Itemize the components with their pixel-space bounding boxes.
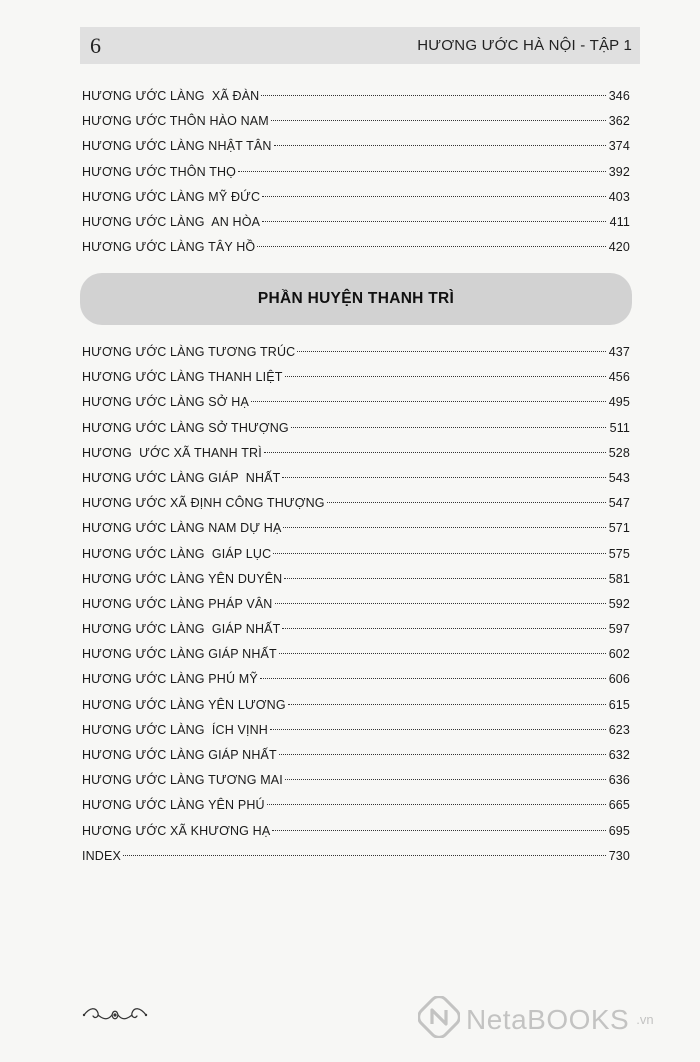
toc-entry-page: 392: [608, 164, 630, 179]
toc-entry-page: 374: [608, 139, 630, 154]
toc-entry[interactable]: [82, 109, 630, 134]
dot-leader: [267, 804, 606, 805]
toc-entry-title: HƯƠNG ƯỚC THÔN HÀO NAM: [82, 114, 269, 129]
toc-entry[interactable]: [82, 185, 630, 210]
toc-entry[interactable]: [82, 235, 630, 260]
dot-leader: [260, 678, 606, 679]
toc-entry-title: HƯƠNG ƯỚC LÀNG YÊN LƯƠNG: [82, 697, 286, 712]
toc-entry-page: 543: [608, 470, 630, 485]
toc-entry-page: 495: [608, 395, 630, 410]
toc-entry-title: HƯƠNG ƯỚC LÀNG NAM DỰ HẠ: [82, 521, 282, 536]
toc-entry[interactable]: [82, 592, 630, 617]
flourish-ornament-icon: [82, 1004, 148, 1031]
dot-leader: [262, 221, 606, 222]
toc-entry[interactable]: [82, 718, 630, 743]
toc-entry-title: HƯƠNG ƯỚC LÀNG XÃ ĐÀN: [82, 89, 260, 103]
dot-leader: [270, 729, 606, 730]
toc-entry-title: HƯƠNG ƯỚC XÃ KHƯƠNG HẠ: [82, 823, 271, 838]
dot-leader: [291, 427, 606, 428]
toc-entry[interactable]: [82, 466, 630, 491]
toc-entry-page: 632: [608, 748, 630, 762]
page-number: 6: [90, 32, 101, 58]
toc-entry[interactable]: [82, 793, 630, 818]
toc-entry-title: HƯƠNG ƯỚC LÀNG THANH LIỆT: [82, 370, 283, 385]
toc-entry[interactable]: [82, 844, 630, 869]
running-header: [80, 27, 640, 64]
dot-leader: [272, 830, 606, 831]
toc-entry-page: 456: [608, 370, 630, 385]
toc-entry-page: 606: [608, 672, 630, 687]
toc-entry-title: HƯƠNG ƯỚC LÀNG ÍCH VỊNH: [82, 722, 268, 737]
toc-entry-title: HƯƠNG ƯỚC LÀNG NHẬT TÂN: [82, 139, 272, 154]
dot-leader: [284, 578, 606, 579]
dot-leader: [257, 246, 606, 247]
watermark: [418, 996, 654, 1043]
toc-entry[interactable]: [82, 416, 630, 441]
toc-list-part1: [82, 84, 630, 260]
toc-entry-title: HƯƠNG ƯỚC LÀNG YÊN DUYÊN: [82, 571, 283, 586]
toc-entry-page: 602: [608, 647, 630, 662]
toc-entry[interactable]: [82, 617, 630, 642]
toc-entry[interactable]: [82, 743, 630, 768]
toc-entry-title: HƯƠNG ƯỚC LÀNG TƯƠNG TRÚC: [82, 345, 296, 359]
toc-entry-page: 665: [608, 798, 630, 813]
toc-entry-title: HƯƠNG ƯỚC LÀNG AN HÒA: [82, 214, 261, 229]
dot-leader: [285, 779, 606, 780]
toc-entry-page: 528: [608, 445, 630, 460]
toc-entry[interactable]: [82, 84, 630, 109]
toc-entry[interactable]: [82, 441, 630, 466]
toc-entry-title: HƯƠNG ƯỚC XÃ ĐỊNH CÔNG THƯỢNG: [82, 496, 325, 511]
dot-leader: [271, 120, 606, 121]
toc-entry-page: 623: [608, 722, 630, 737]
toc-entry[interactable]: [82, 491, 630, 516]
dot-leader: [123, 855, 606, 856]
dot-leader: [273, 553, 606, 554]
toc-entry-title: HƯƠNG ƯỚC LÀNG GIÁP NHẤT: [82, 748, 277, 762]
toc-entry[interactable]: [82, 567, 630, 592]
toc-entry-title: HƯƠNG ƯỚC LÀNG TÂY HỒ: [82, 240, 256, 255]
watermark-suffix: .vn: [636, 1012, 654, 1027]
toc-entry-page: 597: [608, 622, 630, 637]
toc-entry[interactable]: [82, 210, 630, 235]
toc-entry[interactable]: [82, 642, 630, 667]
toc-entry-title: HƯƠNG ƯỚC LÀNG GIÁP NHẤT: [82, 622, 281, 637]
toc-entry[interactable]: [82, 134, 630, 159]
toc-entry-title: HƯƠNG ƯỚC LÀNG GIÁP NHẤT: [82, 470, 281, 485]
dot-leader: [262, 196, 606, 197]
running-title: HƯƠNG ƯỚC HÀ NỘI - TẬP 1: [417, 37, 632, 54]
toc-entry-title: INDEX: [82, 848, 121, 863]
toc-entry[interactable]: [82, 340, 630, 365]
toc-entry[interactable]: [82, 667, 630, 692]
toc-entry[interactable]: [82, 768, 630, 793]
dot-leader: [327, 502, 606, 503]
toc-entry-page: 636: [608, 773, 630, 788]
toc-entry-title: HƯƠNG ƯỚC LÀNG GIÁP LỤC: [82, 546, 272, 561]
dot-leader: [274, 145, 606, 146]
section-heading-band: [80, 273, 632, 325]
dot-leader: [251, 401, 606, 402]
toc-entry-title: HƯƠNG ƯỚC LÀNG YÊN PHÚ: [82, 798, 265, 813]
dot-leader: [264, 452, 606, 453]
toc-entry-page: 437: [608, 345, 630, 359]
toc-entry-page: 730: [608, 848, 630, 863]
toc-entry-page: 346: [608, 89, 630, 103]
toc-entry-title: HƯƠNG ƯỚC LÀNG GIÁP NHẤT: [82, 647, 277, 662]
toc-entry-title: HƯƠNG ƯỚC LÀNG PHÁP VÂN: [82, 596, 273, 611]
toc-entry-title: HƯƠNG ƯỚC LÀNG SỞ THƯỢNG: [82, 420, 289, 435]
toc-entry-page: 581: [608, 571, 630, 586]
toc-entry-page: 575: [608, 546, 630, 561]
dot-leader: [282, 628, 606, 629]
toc-entry-title: HƯƠNG ƯỚC XÃ THANH TRÌ: [82, 445, 262, 460]
toc-entry-title: HƯƠNG ƯỚC LÀNG MỸ ĐỨC: [82, 189, 261, 204]
toc-entry[interactable]: [82, 693, 630, 718]
toc-entry-page: 615: [608, 697, 630, 712]
dot-leader: [285, 376, 607, 377]
toc-entry[interactable]: [82, 365, 630, 390]
toc-entry-page: 547: [608, 496, 630, 511]
toc-entry[interactable]: [82, 819, 630, 844]
toc-entry-page: 362: [608, 114, 630, 129]
toc-list-part2: [82, 340, 630, 869]
dot-leader: [279, 653, 606, 654]
dot-leader: [279, 754, 606, 755]
dot-leader: [297, 351, 606, 352]
toc-entry-page: 420: [608, 240, 630, 255]
dot-leader: [261, 95, 606, 96]
toc-entry[interactable]: [82, 160, 630, 185]
toc-entry-page: 571: [608, 521, 630, 536]
toc-entry[interactable]: [82, 390, 630, 415]
toc-entry-title: HƯƠNG ƯỚC THÔN THỌ: [82, 164, 237, 179]
toc-entry[interactable]: [82, 542, 630, 567]
section-title: PHẦN HUYỆN THANH TRÌ: [257, 290, 455, 307]
toc-entry-page: 592: [608, 596, 630, 611]
toc-entry-title: HƯƠNG ƯỚC LÀNG PHÚ MỸ: [82, 672, 258, 687]
dot-leader: [282, 477, 606, 478]
toc-entry-page: 511: [609, 420, 630, 435]
dot-leader: [238, 171, 606, 172]
toc-entry-title: HƯƠNG ƯỚC LÀNG SỞ HẠ: [82, 395, 249, 410]
dot-leader: [275, 603, 607, 604]
dot-leader: [288, 704, 606, 705]
dot-leader: [283, 527, 606, 528]
watermark-brand: NetaBOOKS: [466, 1003, 630, 1035]
netabooks-logo-icon: [418, 996, 460, 1043]
toc-entry-title: HƯƠNG ƯỚC LÀNG TƯƠNG MAI: [82, 773, 283, 788]
toc-entry-page: 695: [608, 823, 630, 838]
toc-entry[interactable]: [82, 516, 630, 541]
toc-entry-page: 411: [609, 214, 630, 229]
toc-entry-page: 403: [608, 189, 630, 204]
